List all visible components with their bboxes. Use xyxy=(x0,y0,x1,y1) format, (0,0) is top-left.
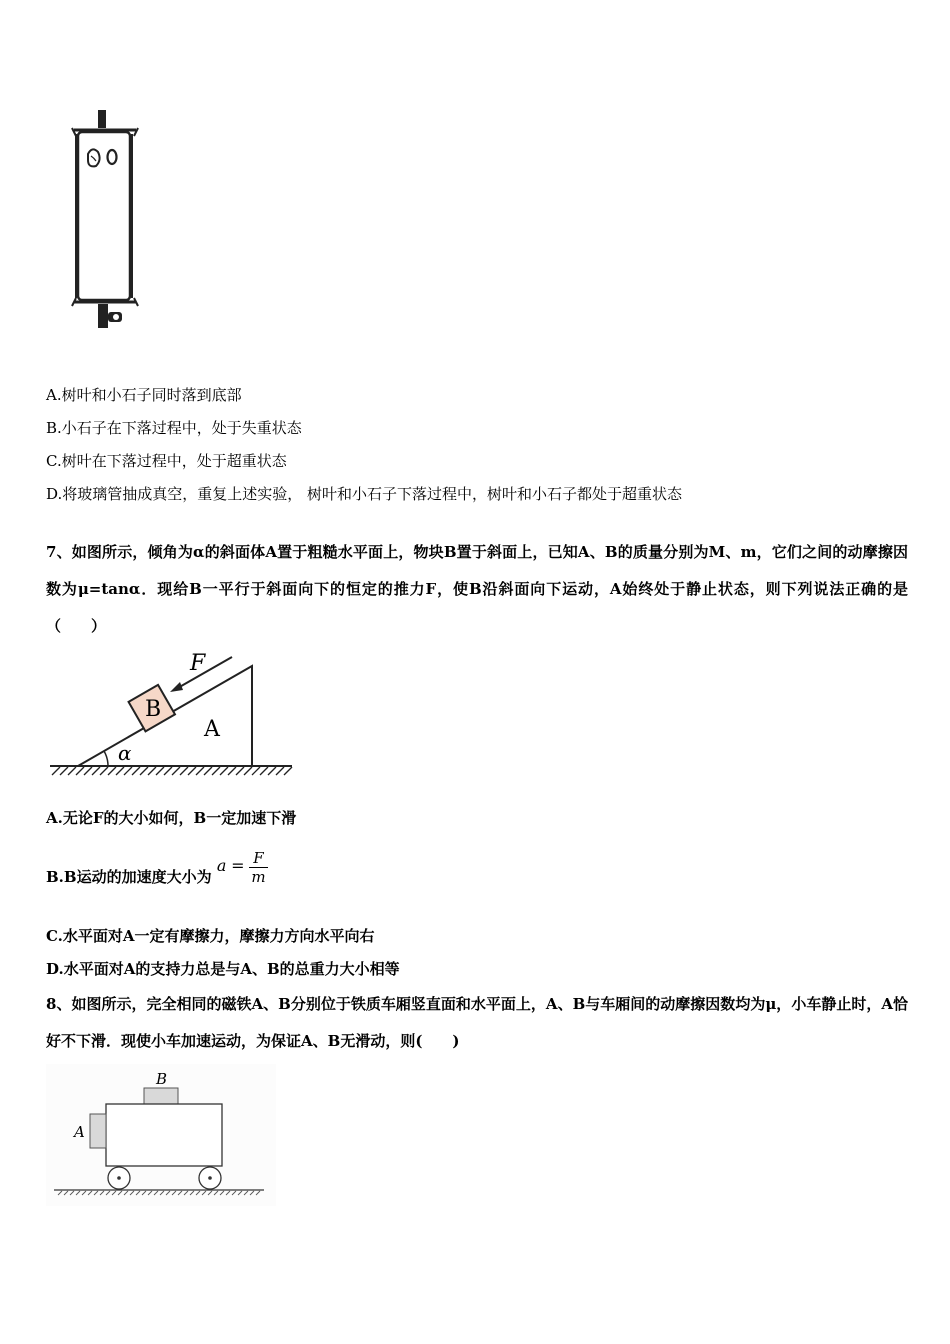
q7-option-a: A.无论F的大小如何，B一定加速下滑 xyxy=(46,809,297,827)
tube-top-stopper xyxy=(98,110,106,128)
formula-denominator: m xyxy=(251,867,266,886)
glass-tube-figure xyxy=(66,108,146,333)
label-b: B xyxy=(156,1070,168,1088)
wedge-label: A xyxy=(204,717,220,742)
cart-body xyxy=(106,1104,222,1166)
q7-option-d: D.水平面对A的支持力总是与A、B的总重力大小相等 xyxy=(46,960,400,978)
magnet-a xyxy=(90,1114,106,1148)
cart-figure xyxy=(46,1064,276,1206)
q6-option-c: C.树叶在下落过程中，处于超重状态 xyxy=(46,452,287,470)
label-a: A xyxy=(74,1123,85,1141)
q7-option-b xyxy=(46,845,268,897)
q6-option-d: D.将玻璃管抽成真空，重复上述实验， 树叶和小石子下落过程中，树叶和小石子都处于超重状态 xyxy=(46,485,683,503)
block-label: B xyxy=(145,697,162,722)
q7-formula xyxy=(217,846,268,886)
incline-figure xyxy=(46,646,296,776)
formula-lhs: a xyxy=(216,856,227,875)
force-label: F xyxy=(190,651,206,676)
q7-option-b-text: B.B运动的加速度大小为 xyxy=(46,868,212,886)
formula-numerator: F xyxy=(253,848,264,867)
q8-stem: 8、如图所示，完全相同的磁铁A、B分别位于铁质车厢竖直面和水平面上，A、B与车厢间的动摩擦因数均为μ，小车静止时，A恰好不下滑．现使小车加速运动，为保证A、B无滑动，则( ) xyxy=(46,995,908,1050)
angle-label: α xyxy=(118,741,132,765)
tube-valve xyxy=(98,304,108,328)
ground-hatching xyxy=(52,767,292,775)
tube-body xyxy=(78,132,130,300)
magnet-b xyxy=(144,1088,178,1104)
q6-option-b: B.小石子在下落过程中，处于失重状态 xyxy=(46,419,302,437)
formula-eq: = xyxy=(231,856,245,875)
q7-stem: 7、如图所示，倾角为α的斜面体A置于粗糙水平面上，物块B置于斜面上，已知A、B的质量分别为M、m，它们之间的动摩擦因数为μ=tanα．现给B一平行于斜面向下的恒定的推力F，使B沿斜面向下运动，A始终处于静止状态，则下列说法正确的是（ ） xyxy=(46,543,908,635)
q6-option-a: A.树叶和小石子同时落到底部 xyxy=(46,386,242,404)
formula-fraction xyxy=(249,849,267,886)
stone-shape xyxy=(108,150,117,164)
q7-option-c: C.水平面对A一定有摩擦力，摩擦力方向水平向右 xyxy=(46,927,375,945)
